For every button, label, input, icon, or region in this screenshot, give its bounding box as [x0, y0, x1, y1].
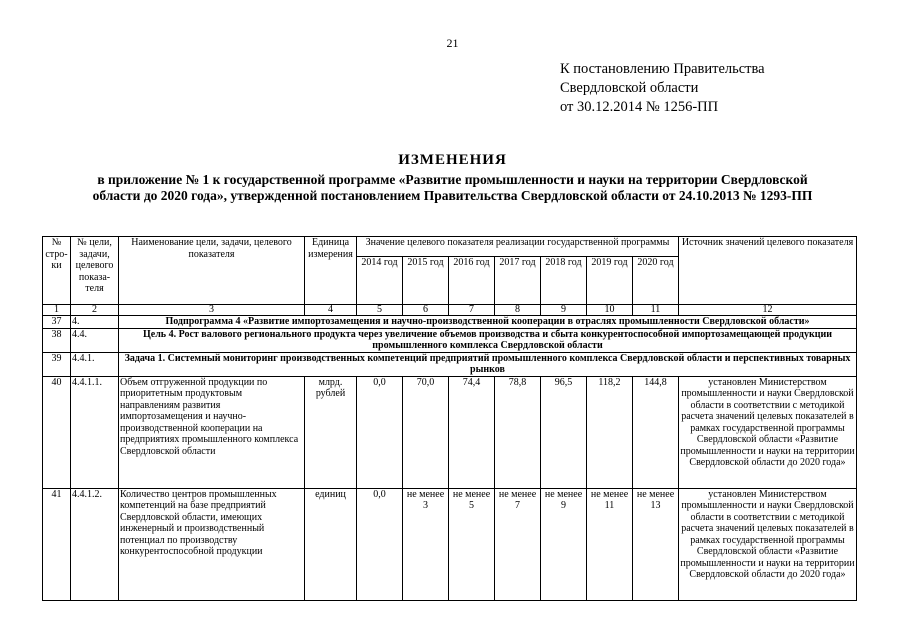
header-year: 2019 год	[587, 257, 633, 305]
section-row-goal	[43, 328, 857, 352]
indicator-source: установлен Министерством промышленности и науки Свердловской области в соответствии с методикой расчета значений целевых показателей в рамках государственной программы Свердловской области «Развитие промышленности и науки на территории Свердловской области до 2020 года»	[679, 488, 857, 600]
indicator-value: не менее 5	[449, 488, 495, 600]
document-subtitle	[30, 172, 875, 204]
subtitle-line-2: области до 2020 года», утвержденной постановлением Правительства Свердловской области от 24.10.2013 № 1293-ПП	[92, 188, 813, 203]
header-values-group: Значение целевого показателя реализации государственной программы	[357, 237, 679, 257]
column-number: 5	[357, 305, 403, 316]
header-source: Источник значений целевого показателя	[679, 237, 857, 305]
indicators-table	[42, 236, 857, 601]
indicator-value: 96,5	[541, 376, 587, 488]
page-number: 21	[446, 36, 459, 50]
header-name: Наименование цели, задачи, целевого показателя	[119, 237, 305, 305]
column-number: 1	[43, 305, 71, 316]
row-code: 4.4.1.2.	[71, 488, 119, 600]
row-number: 37	[43, 316, 71, 329]
column-number: 10	[587, 305, 633, 316]
indicator-value: не менее 3	[403, 488, 449, 600]
section-row-task	[43, 352, 857, 376]
resolution-line-2: Свердловской области	[560, 80, 699, 96]
indicator-value: 0,0	[357, 376, 403, 488]
indicator-name: Количество центров промышленных компетенций на базе предприятий Свердловской области, имеющих инженерный и производственный потенциал по производству конкурентоспособной продукции	[119, 488, 305, 600]
header-goal-num: № цели, задачи, целевого показа-теля	[71, 237, 119, 305]
indicator-value: 118,2	[587, 376, 633, 488]
header-row-num: № стро-ки	[43, 237, 71, 305]
row-code: 4.4.1.	[71, 352, 119, 376]
column-number: 4	[305, 305, 357, 316]
data-row-40	[43, 376, 857, 488]
resolution-line-1: К постановлению Правительства	[560, 61, 765, 77]
header-year: 2018 год	[541, 257, 587, 305]
section-text: Подпрограмма 4 «Развитие импортозамещения и научно-производственной кооперации в отраслях промышленности Свердловской области»	[119, 316, 857, 329]
document-title: ИЗМЕНЕНИЯ	[398, 152, 507, 168]
header-row-1	[43, 237, 857, 257]
column-number: 9	[541, 305, 587, 316]
resolution-line-3: от 30.12.2014 № 1256-ПП	[560, 99, 719, 115]
column-numbers-row	[43, 305, 857, 316]
indicator-value: 0,0	[357, 488, 403, 600]
indicator-unit: млрд. рублей	[305, 376, 357, 488]
column-number: 11	[633, 305, 679, 316]
column-number: 2	[71, 305, 119, 316]
column-number: 7	[449, 305, 495, 316]
row-code: 4.4.1.1.	[71, 376, 119, 488]
column-number: 3	[119, 305, 305, 316]
header-year: 2020 год	[633, 257, 679, 305]
header-year: 2016 год	[449, 257, 495, 305]
row-number: 39	[43, 352, 71, 376]
column-number: 12	[679, 305, 857, 316]
resolution-reference	[560, 60, 765, 117]
row-number: 41	[43, 488, 71, 600]
row-number: 38	[43, 328, 71, 352]
indicator-value: 78,8	[495, 376, 541, 488]
indicator-source: установлен Министерством промышленности и науки Свердловской области в соответствии с методикой расчета значений целевых показателей в рамках государственной программы Свердловской области «Развитие промышленности и науки на территории Свердловской области до 2020 года»	[679, 376, 857, 488]
section-row-subprogram	[43, 316, 857, 329]
subtitle-line-1: в приложение № 1 к государственной программе «Развитие промышленности и науки на территории Свердловской	[97, 172, 808, 187]
indicator-value: 74,4	[449, 376, 495, 488]
row-number: 40	[43, 376, 71, 488]
indicator-name: Объем отгруженной продукции по приоритетным продуктовым направлениям развития импортозамещения и научно-производственной кооперации на предприятиях промышленного комплекса Свердловской области	[119, 376, 305, 488]
indicator-value: 70,0	[403, 376, 449, 488]
indicator-value: не менее 11	[587, 488, 633, 600]
header-year: 2017 год	[495, 257, 541, 305]
section-text: Цель 4. Рост валового регионального продукта через увеличение объемов производства и сбыта конкурентоспособной импортозамещающей продукции промышленного комплекса Свердловской области	[119, 328, 857, 352]
row-code: 4.	[71, 316, 119, 329]
indicator-value: 144,8	[633, 376, 679, 488]
row-code: 4.4.	[71, 328, 119, 352]
column-number: 8	[495, 305, 541, 316]
indicator-unit: единиц	[305, 488, 357, 600]
indicator-value: не менее 13	[633, 488, 679, 600]
header-year: 2015 год	[403, 257, 449, 305]
data-row-41	[43, 488, 857, 600]
indicator-value: не менее 9	[541, 488, 587, 600]
header-unit: Единица измерения	[305, 237, 357, 305]
header-year: 2014 год	[357, 257, 403, 305]
section-text: Задача 1. Системный мониторинг производственных компетенций предприятий промышленного комплекса Свердловской области и перспективных товарных рынков	[119, 352, 857, 376]
indicator-value: не менее 7	[495, 488, 541, 600]
column-number: 6	[403, 305, 449, 316]
